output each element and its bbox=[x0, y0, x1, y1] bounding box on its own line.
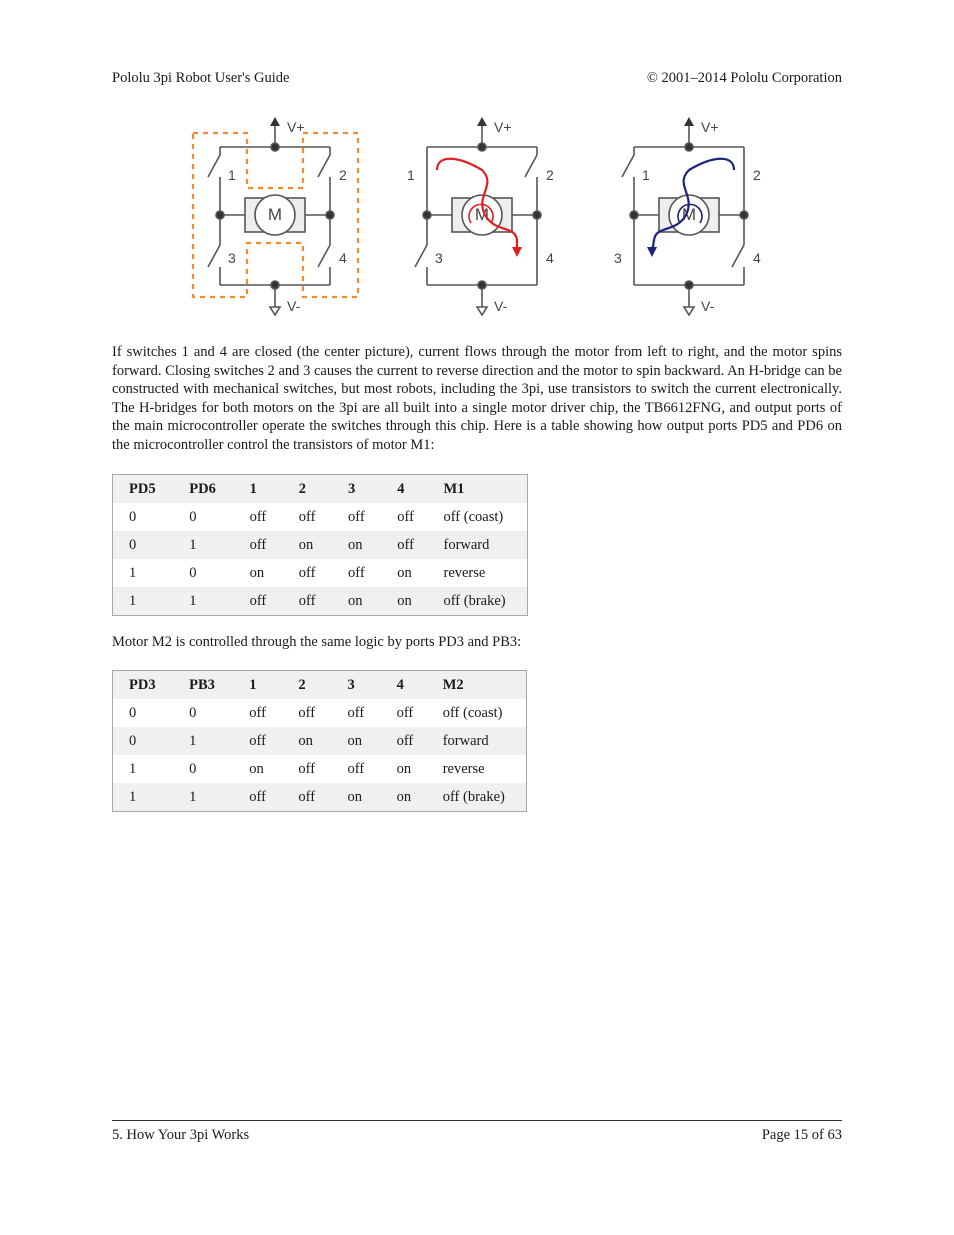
vminus-label: V- bbox=[701, 298, 715, 314]
table-cell: off bbox=[249, 536, 267, 553]
table-header-cell: 4 bbox=[397, 480, 405, 497]
table-row bbox=[113, 699, 527, 727]
switch-label-3: 3 bbox=[228, 250, 236, 266]
table-header-cell: 4 bbox=[396, 676, 404, 693]
table-header-cell: 1 bbox=[249, 480, 257, 497]
h-bridge-panel-reverse bbox=[614, 117, 761, 315]
footer-page-number: Page 15 of 63 bbox=[761, 1127, 842, 1143]
table-header-cell: M1 bbox=[443, 480, 465, 497]
motor-label: M bbox=[681, 205, 697, 224]
table-cell: on bbox=[347, 732, 362, 749]
table-cell: off (brake) bbox=[443, 592, 506, 609]
table-cell: on bbox=[348, 536, 363, 553]
table-header-cell: PB3 bbox=[189, 676, 215, 693]
table-cell: 1 bbox=[189, 788, 197, 805]
footer-section: 5. How Your 3pi Works bbox=[112, 1127, 250, 1143]
table-cell: 0 bbox=[129, 536, 137, 553]
table-cell: off bbox=[298, 564, 316, 581]
table-row bbox=[113, 531, 528, 559]
table-cell: on bbox=[249, 564, 265, 581]
table-cell: 0 bbox=[129, 508, 137, 525]
motor-label: M bbox=[267, 205, 283, 224]
table-cell: off bbox=[249, 592, 267, 609]
vminus-label: V- bbox=[494, 298, 508, 314]
table-cell: 0 bbox=[189, 564, 197, 581]
paragraph-hbridge: If switches 1 and 4 are closed (the center picture), current flows through the motor from left to right, and the motor spins forward. Closing switches 2 and 3 causes the current to reverse direction and the motor to spin backward. An H-bridge can be constructed with mechanical switches, but most robots, including the 3pi, use transistors to switch the current electronically. The H-bridges for both motors on the 3pi are all built into a single motor driver chip, the TB6612FNG, and output ports of the main microcontroller operate the switches through this chip. Here is a table showing how output ports PD5 and PD6 on the microcontroller control the transistors of motor M1: bbox=[112, 344, 842, 453]
table-cell: 0 bbox=[129, 732, 137, 749]
header-title: Pololu 3pi Robot User's Guide bbox=[112, 70, 290, 86]
table-cell: off bbox=[396, 704, 414, 721]
table-cell: off bbox=[397, 536, 414, 553]
table-cell: reverse bbox=[443, 564, 486, 581]
table-cell: off (coast) bbox=[442, 704, 503, 721]
footer-divider bbox=[112, 1120, 842, 1121]
table-row bbox=[113, 503, 528, 531]
vminus-label: V- bbox=[287, 298, 301, 314]
table-cell: off bbox=[298, 592, 316, 609]
table-header-cell: 3 bbox=[347, 676, 355, 693]
switch-label-4: 4 bbox=[339, 250, 347, 266]
table-cell: off bbox=[249, 508, 267, 525]
table-cell: 1 bbox=[129, 760, 137, 777]
table-cell: 0 bbox=[129, 704, 137, 721]
table-m1 bbox=[112, 474, 528, 616]
table-header-cell: PD5 bbox=[129, 480, 156, 497]
table-cell: reverse bbox=[442, 760, 485, 777]
table-row bbox=[113, 755, 527, 783]
table-cell: on bbox=[396, 760, 412, 777]
switch-label-4: 4 bbox=[753, 250, 761, 266]
header-copyright: © 2001–2014 Pololu Corporation bbox=[646, 70, 842, 86]
table-header-cell: 2 bbox=[298, 676, 306, 693]
h-bridge-panel-off bbox=[193, 117, 358, 315]
table-cell: 0 bbox=[189, 760, 197, 777]
table-cell: off bbox=[249, 732, 266, 749]
table-cell: forward bbox=[443, 536, 490, 553]
table-cell: 1 bbox=[189, 536, 197, 553]
table-header-cell: 2 bbox=[298, 480, 307, 497]
motor-label: M bbox=[474, 205, 490, 224]
table-cell: on bbox=[397, 592, 412, 609]
table-cell: 0 bbox=[189, 508, 197, 525]
table-cell: off (coast) bbox=[443, 508, 504, 525]
vplus-label: V+ bbox=[494, 119, 512, 135]
table-cell: off bbox=[396, 732, 414, 749]
switch-label-1: 1 bbox=[642, 167, 650, 183]
table-cell: off bbox=[249, 788, 266, 805]
switch-label-2: 2 bbox=[753, 167, 761, 183]
table-cell: off (brake) bbox=[442, 788, 505, 805]
table-cell: on bbox=[348, 592, 363, 609]
h-bridge-panel-forward bbox=[407, 117, 554, 315]
table-cell: off bbox=[298, 760, 316, 777]
table-cell: off bbox=[347, 704, 365, 721]
paragraph-m2: Motor M2 is controlled through the same logic by ports PD3 and PB3: bbox=[112, 634, 522, 650]
table-cell: 1 bbox=[189, 592, 197, 609]
table-cell: 1 bbox=[129, 788, 137, 805]
table-row bbox=[113, 783, 527, 812]
table-cell: on bbox=[397, 564, 412, 581]
table-row bbox=[113, 587, 528, 616]
table-header-row bbox=[113, 671, 527, 700]
table-header-cell: 1 bbox=[249, 676, 257, 693]
h-bridge-diagrams bbox=[180, 115, 780, 325]
table-cell: 1 bbox=[129, 564, 137, 581]
table-row bbox=[113, 559, 528, 587]
table-cell: off bbox=[298, 788, 316, 805]
switch-label-3: 3 bbox=[614, 250, 622, 266]
switch-label-1: 1 bbox=[407, 167, 415, 183]
table-cell: forward bbox=[442, 732, 489, 749]
vplus-label: V+ bbox=[287, 119, 305, 135]
table-cell: on bbox=[298, 732, 313, 749]
table-cell: off bbox=[298, 704, 316, 721]
table-header-cell: M2 bbox=[442, 676, 464, 693]
table-cell: off bbox=[347, 760, 365, 777]
table-cell: off bbox=[397, 508, 414, 525]
table-cell: on bbox=[347, 788, 362, 805]
table-m2 bbox=[112, 670, 527, 812]
table-header-cell: PD6 bbox=[189, 480, 216, 497]
table-row bbox=[113, 727, 527, 755]
table-cell: off bbox=[348, 564, 365, 581]
vplus-label: V+ bbox=[701, 119, 719, 135]
table-cell: on bbox=[298, 536, 314, 553]
table-cell: 0 bbox=[189, 704, 197, 721]
switch-label-2: 2 bbox=[546, 167, 554, 183]
switch-label-4: 4 bbox=[546, 250, 554, 266]
switch-label-1: 1 bbox=[228, 167, 236, 183]
table-cell: 1 bbox=[189, 732, 197, 749]
table-cell: 1 bbox=[129, 592, 137, 609]
table-cell: off bbox=[348, 508, 365, 525]
table-cell: off bbox=[298, 508, 316, 525]
table-header-cell: 3 bbox=[348, 480, 356, 497]
table-header-row bbox=[113, 475, 528, 504]
table-header-cell: PD3 bbox=[129, 676, 156, 693]
table-cell: off bbox=[249, 704, 266, 721]
table-cell: on bbox=[396, 788, 412, 805]
switch-label-2: 2 bbox=[339, 167, 347, 183]
table-cell: on bbox=[249, 760, 264, 777]
switch-label-3: 3 bbox=[435, 250, 443, 266]
